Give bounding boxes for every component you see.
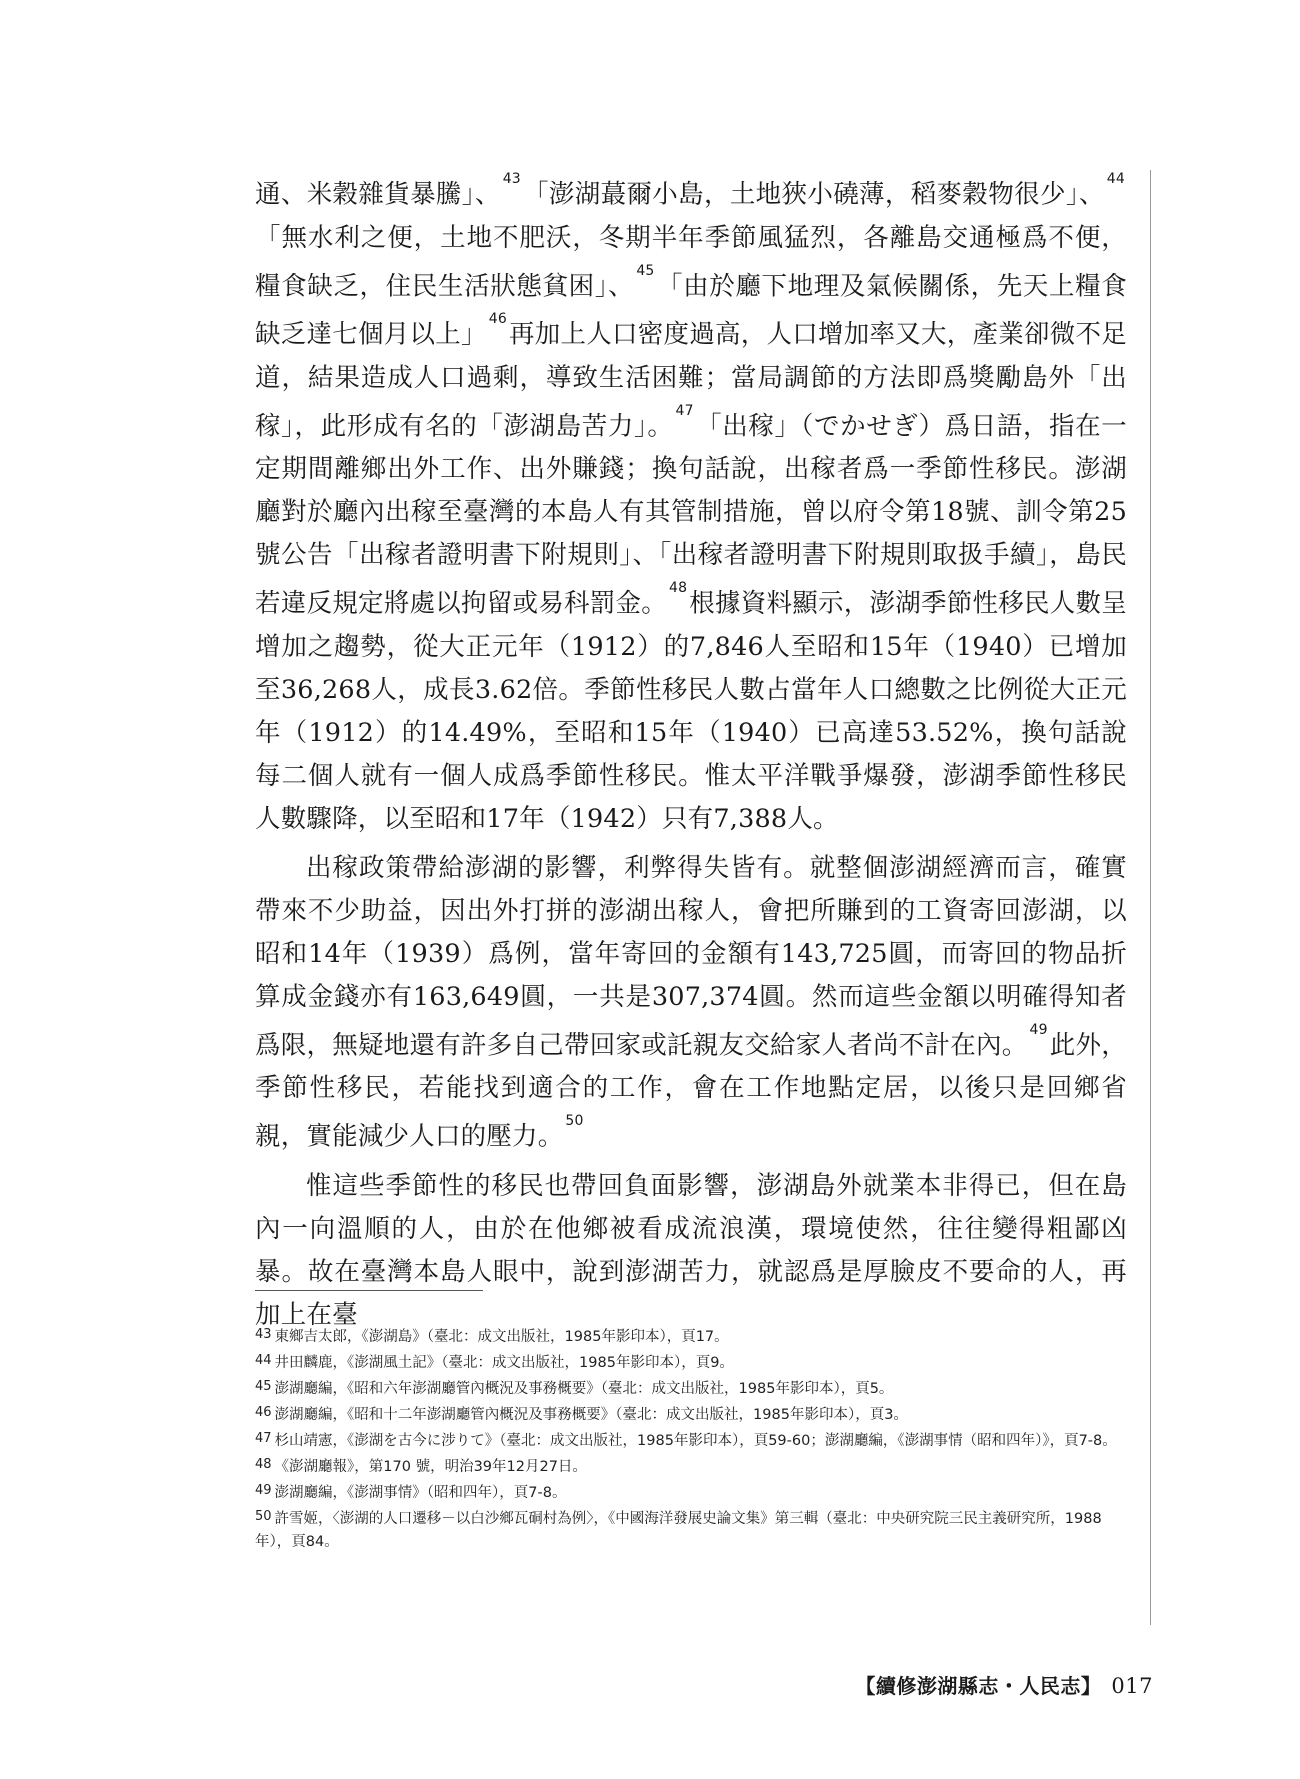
footnote-text: 井田麟鹿，《澎湖風土記》（臺北：成文出版社，1985年影印本），頁9。 [274,1355,734,1371]
footnotes [255,1326,1135,1557]
page-number: 017 [1111,1674,1153,1698]
footnote-44 [255,1352,1135,1375]
footnote-45 [255,1378,1135,1401]
footnote-text: 許雪姬，〈澎湖的人口遷移－以白沙鄉瓦硐村為例〉，《中國海洋發展史論文集》第三輯（臺北：中央研究院三民主義研究所，1988年），頁84。 [255,1511,1102,1550]
footnote-text: 《澎湖廳報》，第170 號，明治39年12月27日。 [274,1459,587,1475]
footnote-number: 43 [255,1327,272,1342]
footnote-text: 澎湖廳編，《昭和六年澎湖廳管內概況及事務概要》（臺北：成文出版社，1985年影印本），頁5。 [274,1381,894,1397]
text-run: 此外，季節性移民，若能找到適合的工作，會在工作地點定居，以後只是回鄉省親，實能減少人口的壓力。 [255,1030,1127,1152]
footnote-48 [255,1456,1135,1479]
page-footer [855,1670,1153,1699]
footnote-text: 東鄉吉太郎，《澎湖島》（臺北：成文出版社，1985年影印本），頁17。 [274,1329,729,1345]
footnote-separator [255,1290,483,1291]
footnote-ref-50[interactable]: 50 [565,1113,584,1129]
footnote-ref-48[interactable]: 48 [669,580,688,596]
text-run: 根據資料顯示，澎湖季節性移民人數呈增加之趨勢，從大正元年（1912）的7,846人至昭和15年（1940）已增加至36,268人，成長3.62倍。季節性移民人數占當年人口總數之比例從大正元年（1912）的14.49%，至昭和15年（1940）已高達53.52%，換句話說每二個人就有一個人成爲季節性移民。惟太平洋戰爭爆發，澎湖季節性移民人數驟降，以至昭和17年（1942）只有7,388人。 [255,588,1127,834]
footnote-ref-44[interactable]: 44 [1106,171,1125,187]
footnote-ref-47[interactable]: 47 [675,402,694,419]
margin-rule [1150,170,1151,1625]
text-run: 「由於廳下地理及氣候關係，先天上糧食缺乏達七個月以上」 [255,271,1127,350]
footnote-ref-45[interactable]: 45 [636,262,655,279]
text-run: 「出稼」（でかせぎ）爲日語，指在一定期間離鄉出外工作、出外賺錢；換句話說，出稼者爲一季節性移民。澎湖廳對於廳內出稼至臺灣的本島人有其管制措施，曾以府令第18號、訓令第25號公告「出稼者證明書下附規則」、「出稼者證明書下附規則取扱手續」，島民若違反規定將處以拘留或易科罰金。 [255,411,1127,619]
text-run: 「澎湖蕞爾小島，土地狹小磽薄，稻麥穀物很少」、 [522,179,1105,210]
footnote-text: 澎湖廳編，《澎湖事情》（昭和四年），頁7-8。 [274,1485,567,1501]
paragraph-2 [255,847,1127,1159]
footnote-text: 澎湖廳編，《昭和十二年澎湖廳管內概況及事務概要》（臺北：成文出版社，1985年影印本），頁3。 [274,1407,908,1423]
footnote-ref-46[interactable]: 46 [488,311,507,327]
footnote-47 [255,1430,1135,1453]
paragraph-1 [255,168,1127,841]
running-title: 【續修澎湖縣志・人民志】 [855,1674,1102,1698]
paragraph-3 [255,1165,1127,1337]
footnote-number: 47 [255,1431,272,1446]
text-run: 惟這些季節性的移民也帶回負面影響，澎湖島外就業本非得已，但在島內一向溫順的人，由於在他鄉被看成流浪漢，環境使然，往往變得粗鄙凶暴。故在臺灣本島人眼中，說到澎湖苦力，就認爲是厚臉皮不要命的人，再加上在臺 [255,1170,1127,1330]
footnote-number: 48 [255,1457,272,1472]
body-text [255,168,1127,1343]
text-run: 再加上人口密度過高，人口增加率又大，產業卻微不足道，結果造成人口過剩，導致生活困難；當局調節的方法即爲獎勵島外「出稼」，此形成有名的「澎湖島苦力」。 [255,319,1127,441]
footnote-number: 45 [255,1379,272,1394]
text-run: 通、米穀雜貨暴騰」、 [255,179,501,210]
footnote-49 [255,1482,1135,1505]
footnote-ref-49[interactable]: 49 [1029,1021,1048,1038]
footnote-number: 46 [255,1405,272,1420]
footnote-number: 49 [255,1483,272,1498]
footnote-text: 杉山靖憲，《澎湖を古今に涉りて》（臺北：成文出版社，1985年影印本），頁59-60；澎湖廳編，《澎湖事情（昭和四年）》，頁7-8。 [274,1433,1117,1449]
footnote-number: 50 [255,1509,272,1524]
text-run: 出稼政策帶給澎湖的影響，利弊得失皆有。就整個澎湖經濟而言，確實帶來不少助益，因出外打拼的澎湖出稼人，會把所賺到的工資寄回澎湖，以昭和14年（1939）爲例，當年寄回的金額有143,725圓，而寄回的物品折算成金錢亦有163,649圓，一共是307,374圓。然而這些金額以明確得知者爲限，無疑地還有許多自己帶回家或託親友交給家人者尚不計在內。 [255,852,1127,1060]
footnote-46 [255,1404,1135,1427]
footnote-number: 44 [255,1353,272,1368]
footnote-43 [255,1326,1135,1349]
footnote-ref-43[interactable]: 43 [502,171,521,187]
footnote-50 [255,1508,1135,1554]
text-run: 「無水利之便，土地不肥沃，冬期半年季節風猛烈，各離島交通極爲不便，糧食缺乏，住民生活狀態貧困」、 [255,222,1127,301]
